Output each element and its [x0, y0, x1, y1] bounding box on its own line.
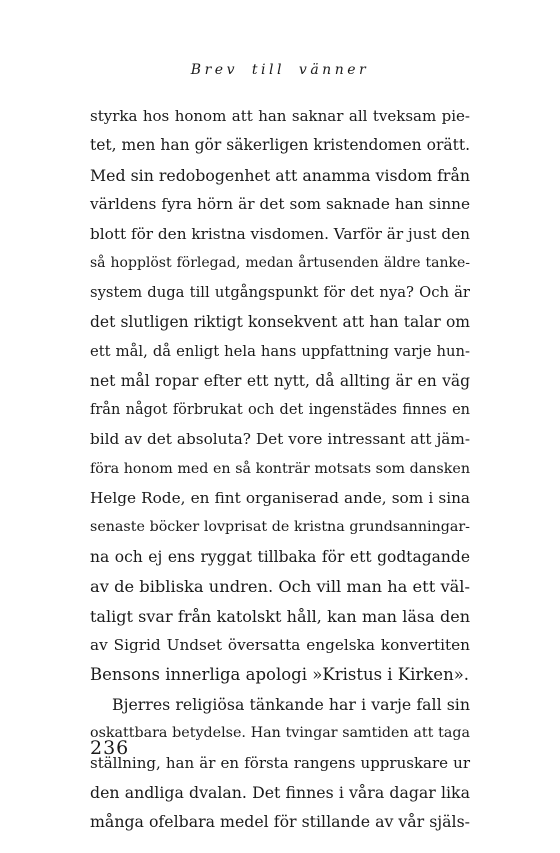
text-line: oskattbara betydelse. Han tvingar samtiden att taga [90, 725, 470, 742]
text-line: tet, men han gör säkerligen kristendomen orätt. [90, 136, 470, 155]
text-line: av de bibliska undren. Och vill man ha ett väl- [90, 577, 470, 597]
text-line: bild av det absoluta? Det vore intressant att jäm- [90, 430, 470, 449]
text-line: så hopplöst förlegad, medan årtusenden äldre tanke- [90, 254, 470, 271]
text-line: världens fyra hörn är det som saknade han sinne [90, 195, 470, 214]
text-line: Med sin redobogenhet att anamma visdom från [90, 165, 470, 185]
page-number: 236 [90, 737, 130, 759]
text-line: många ofelbara medel för stillande av vår själs- [90, 812, 470, 832]
text-line: föra honom med en så konträr motsats som dansken [90, 460, 470, 477]
text-line: ett mål, då enligt hela hans uppfattning varje hun- [90, 343, 470, 361]
text-line: det slutligen riktigt konsekvent att han talar om [90, 312, 470, 331]
text-line: taligt svar från katolskt håll, kan man läsa den [90, 606, 470, 626]
text-line: system duga till utgångspunkt för det nya? Och är [90, 284, 470, 302]
text-line: Helge Rode, en fint organiserad ande, som i sina [90, 489, 470, 508]
text-line: Bensons innerliga apologi »Kristus i Kirken». [90, 665, 470, 685]
text-line: senaste böcker lovprisat de kristna grundsanningar- [90, 519, 470, 536]
text-line: från något förbrukat och det ingenstädes finnes en [90, 401, 470, 418]
text-line: ställning, han är en första rangens uppruskare ur [90, 753, 470, 772]
text-line: av Sigrid Undset översatta engelska konvertiten [90, 636, 470, 655]
running-head: Brev till vänner [190, 62, 370, 78]
paragraph [90, 690, 470, 837]
text-line: styrka hos honom att han saknar all tveksam pie- [90, 107, 470, 125]
text-line: blott för den kristna visdomen. Varför är just den [90, 224, 470, 243]
text-line: na och ej ens ryggat tillbaka för ett godtagande [90, 547, 470, 566]
text-line: net mål ropar efter ett nytt, då allting är en väg [90, 371, 470, 390]
body-text [90, 102, 470, 837]
text-line: den andliga dvalan. Det finnes i våra dagar lika [90, 782, 470, 802]
text-line: Bjerres religiösa tänkande har i varje fall sin [112, 694, 470, 714]
paragraph [90, 102, 470, 690]
